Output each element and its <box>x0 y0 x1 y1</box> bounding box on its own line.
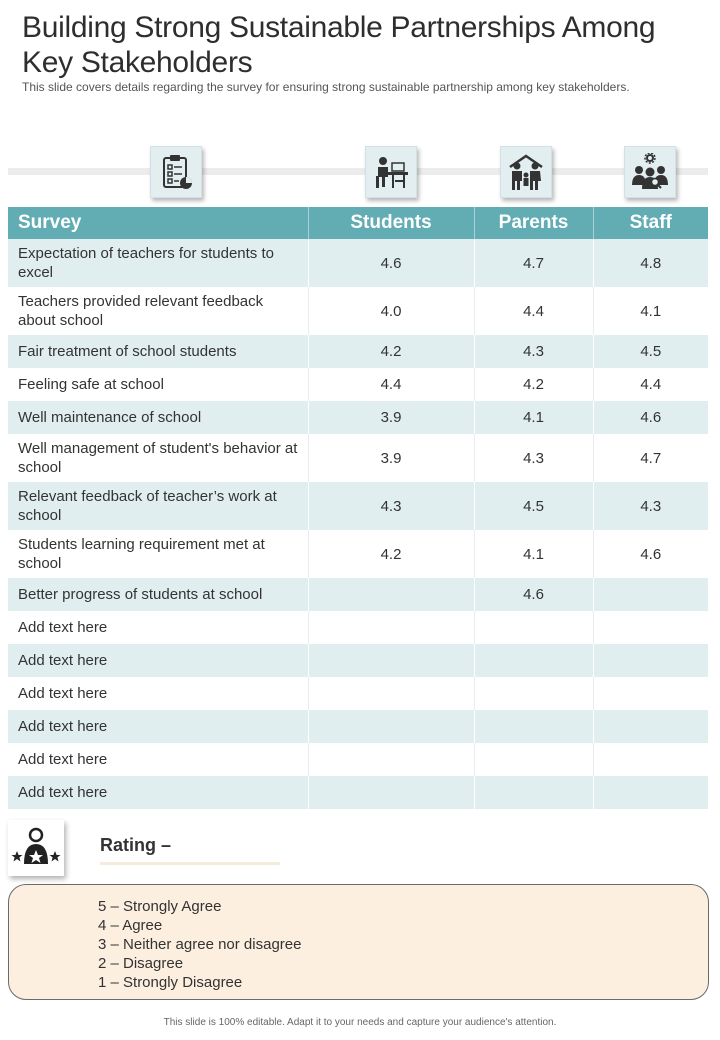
icon-strip-divider <box>8 168 708 175</box>
table-row <box>8 335 708 368</box>
row-label: Well management of student's behavior at school <box>8 434 308 482</box>
footer-note: This slide is 100% editable. Adapt it to your needs and capture your audience's attention. <box>163 1017 557 1028</box>
row-label: Add text here <box>8 611 308 644</box>
rated-person-icon <box>8 820 64 876</box>
rating-underline <box>100 862 280 865</box>
staff-score <box>593 644 708 677</box>
students-score <box>308 644 474 677</box>
clipboard-checklist-icon <box>150 146 202 198</box>
parents-score <box>474 776 593 809</box>
parents-score: 4.2 <box>474 368 593 401</box>
table-row <box>8 710 708 743</box>
table-header-row <box>8 207 708 239</box>
table-row <box>8 287 708 335</box>
row-label: Better progress of students at school <box>8 578 308 611</box>
rating-scale-item: 5 – Strongly Agree <box>98 898 222 915</box>
row-label: Feeling safe at school <box>8 368 308 401</box>
students-score <box>308 677 474 710</box>
staff-score: 4.8 <box>593 239 708 287</box>
table-row <box>8 644 708 677</box>
staff-score: 4.6 <box>593 530 708 578</box>
parents-score: 4.3 <box>474 434 593 482</box>
staff-score <box>593 743 708 776</box>
students-score: 3.9 <box>308 401 474 434</box>
staff-score <box>593 578 708 611</box>
parents-score <box>474 611 593 644</box>
header-staff: Staff <box>593 207 708 239</box>
row-label: Teachers provided relevant feedback about school <box>8 287 308 335</box>
staff-score: 4.5 <box>593 335 708 368</box>
row-label: Students learning requirement met at school <box>8 530 308 578</box>
table-row <box>8 743 708 776</box>
row-label: Add text here <box>8 677 308 710</box>
students-score <box>308 776 474 809</box>
students-score: 4.2 <box>308 530 474 578</box>
staff-score <box>593 710 708 743</box>
parents-score: 4.3 <box>474 335 593 368</box>
staff-score <box>593 677 708 710</box>
students-score: 4.3 <box>308 482 474 530</box>
survey-table <box>8 207 708 809</box>
table-row <box>8 434 708 482</box>
parents-score <box>474 743 593 776</box>
parents-score <box>474 710 593 743</box>
students-score: 4.2 <box>308 335 474 368</box>
staff-score <box>593 776 708 809</box>
rating-scale-item: 1 – Strongly Disagree <box>98 974 243 991</box>
staff-score: 4.3 <box>593 482 708 530</box>
parents-score <box>474 644 593 677</box>
staff-score <box>593 611 708 644</box>
row-label: Add text here <box>8 710 308 743</box>
table-row <box>8 530 708 578</box>
students-score: 4.6 <box>308 239 474 287</box>
table-row <box>8 401 708 434</box>
header-students: Students <box>308 207 474 239</box>
students-score: 4.0 <box>308 287 474 335</box>
students-score: 3.9 <box>308 434 474 482</box>
row-label: Add text here <box>8 776 308 809</box>
parents-score: 4.1 <box>474 401 593 434</box>
staff-score: 4.7 <box>593 434 708 482</box>
table-row <box>8 368 708 401</box>
rating-scale-item: 4 – Agree <box>98 917 163 934</box>
parents-score: 4.4 <box>474 287 593 335</box>
table-row <box>8 776 708 809</box>
parents-score: 4.5 <box>474 482 593 530</box>
parents-score: 4.7 <box>474 239 593 287</box>
rating-title: Rating – <box>100 835 172 855</box>
family-home-icon <box>500 146 552 198</box>
row-label: Fair treatment of school students <box>8 335 308 368</box>
row-label: Expectation of teachers for students to excel <box>8 239 308 287</box>
team-settings-icon <box>624 146 676 198</box>
rating-scale-item: 3 – Neither agree nor disagree <box>98 936 302 953</box>
staff-score: 4.1 <box>593 287 708 335</box>
students-score <box>308 743 474 776</box>
row-label: Relevant feedback of teacher’s work at school <box>8 482 308 530</box>
rating-scale-item: 2 – Disagree <box>98 955 184 972</box>
students-score: 4.4 <box>308 368 474 401</box>
page-subtitle: This slide covers details regarding the survey for ensuring strong sustainable partnership among key stakeholders. <box>22 80 630 94</box>
students-score <box>308 710 474 743</box>
page-title: Building Strong Sustainable Partnerships Among Key Stakeholders <box>22 11 656 79</box>
students-score <box>308 578 474 611</box>
header-survey: Survey <box>8 207 308 239</box>
table-row <box>8 239 708 287</box>
parents-score: 4.1 <box>474 530 593 578</box>
parents-score: 4.6 <box>474 578 593 611</box>
header-parents: Parents <box>474 207 593 239</box>
staff-score: 4.4 <box>593 368 708 401</box>
table-row <box>8 677 708 710</box>
rating-scale-list <box>98 897 301 992</box>
table-row <box>8 482 708 530</box>
row-label: Add text here <box>8 743 308 776</box>
students-score <box>308 611 474 644</box>
table-row <box>8 578 708 611</box>
row-label: Well maintenance of school <box>8 401 308 434</box>
parents-score <box>474 677 593 710</box>
row-label: Add text here <box>8 644 308 677</box>
student-desk-icon <box>365 146 417 198</box>
table-row <box>8 611 708 644</box>
staff-score: 4.6 <box>593 401 708 434</box>
